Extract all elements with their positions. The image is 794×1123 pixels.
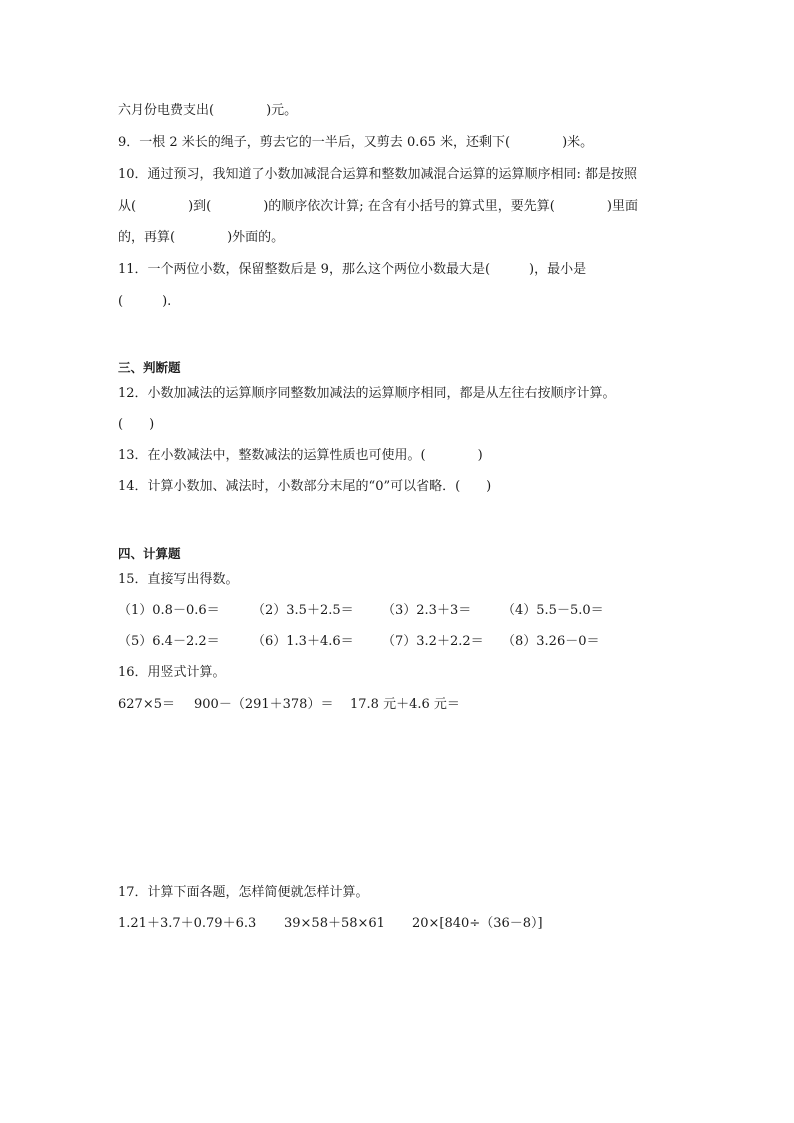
question-17: 17．计算下面各题，怎样简便就怎样计算。 [118,885,369,900]
q15-row-2 [118,633,600,651]
q15-item-1: （1）0.8－0.6＝ [118,603,220,618]
section-4-title: 四、计算题 [118,546,181,561]
question-13: 13．在小数减法中，整数减法的运算性质也可使用。( ) [118,448,483,463]
q17-item-1: 1.21＋3.7＋0.79＋6.3 [118,916,257,931]
question-8-tail: 六月份电费支出( )元。 [118,103,298,118]
q15-item-8: （8）3.26－0＝ [502,634,600,649]
question-10-line-1: 10．通过预习，我知道了小数加减混合运算和整数加减混合运算的运算顺序相同: 都是按照 [118,167,638,182]
q15-item-4: （4）5.5－5.0＝ [502,603,604,618]
q17-item-3: 20×[840÷（36－8）] [412,916,543,931]
q15-row-1 [118,602,604,620]
question-16: 16．用竖式计算。 [118,665,226,680]
question-12-line-2: ( ) [118,417,155,432]
question-15: 15．直接写出得数。 [118,572,239,587]
question-10-line-3: 的，再算( )外面的。 [118,230,285,245]
q17-row [118,915,543,933]
q15-item-3: （3）2.3＋3＝ [382,603,472,618]
question-11-line-1: 11．一个两位小数，保留整数后是 9，那么这个两位小数最大是( )，最小是 [118,262,587,277]
q16-item-2: 900－（291＋378）＝ [194,697,334,712]
q16-item-1: 627×5＝ [118,697,175,712]
question-12-line-1: 12．小数加减法的运算顺序同整数加减法的运算顺序相同，都是从左往右按顺序计算。 [118,386,616,401]
section-3-title: 三、判断题 [118,360,181,375]
q16-item-3: 17.8 元＋4.6 元＝ [350,697,460,712]
q17-item-2: 39×58＋58×61 [284,916,385,931]
question-9: 9．一根 2 米长的绳子，剪去它的一半后，又剪去 0.65 米，还剩下( )米。 [118,135,594,150]
question-10-line-2: 从( )到( )的顺序依次计算; 在含有小括号的算式里，要先算( )里面 [118,199,638,214]
q15-item-5: （5）6.4－2.2＝ [118,634,220,649]
question-11-line-2: ( ). [118,294,172,309]
q15-item-2: （2）3.5＋2.5＝ [252,603,354,618]
q15-item-6: （6）1.3＋4.6＝ [252,634,354,649]
q15-item-7: （7）3.2＋2.2＝ [382,634,484,649]
question-14: 14．计算小数加、减法时，小数部分末尾的“0”可以省略．( ) [118,479,492,494]
q16-row [118,696,460,714]
